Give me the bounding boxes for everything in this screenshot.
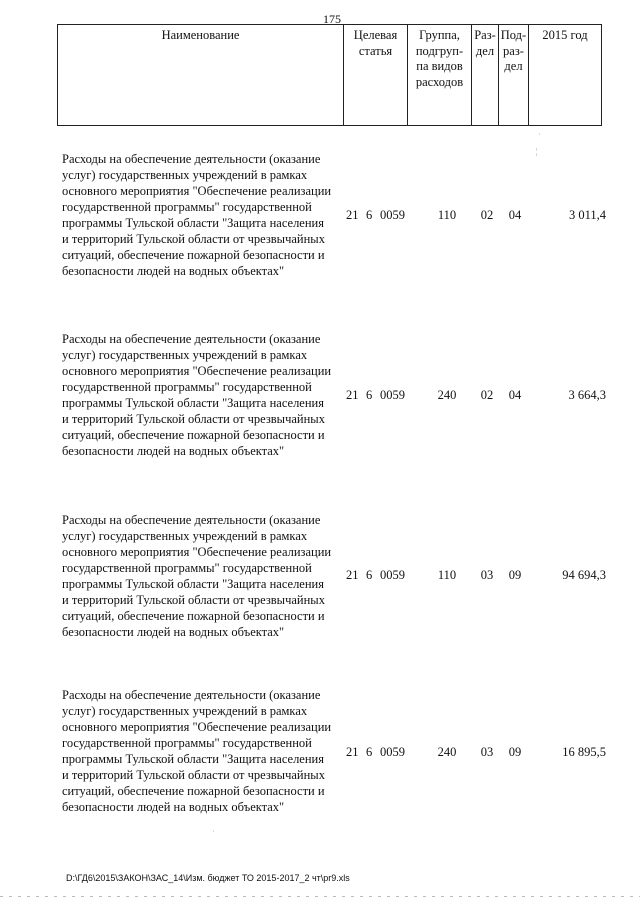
row-name-line: и территорий Тульской области от чрезвычайных [62,768,325,782]
celevaya-statya-program: 21 [346,388,359,402]
row-name-line: услуг) государственных учреждений в рамках [62,704,308,718]
table-row [0,151,640,281]
header-podrazdel-line: Под- [500,28,527,42]
razdel-code: 02 [480,208,494,222]
group-code: 240 [437,745,457,759]
celevaya-statya-program: 21 [346,568,359,582]
razdel-code: 02 [480,388,494,402]
header-celevaya-line: статья [358,43,393,58]
row-name-line: основного мероприятия "Обеспечение реализации [62,184,332,198]
row-name-line: услуг) государственных учреждений в рамках [62,529,308,543]
table-row [0,331,640,461]
row-name-line: безопасности людей на водных объектах" [62,264,285,278]
celevaya-statya-subprogram: 6 [366,745,373,759]
row-name [62,512,344,640]
row-name-line: услуг) государственных учреждений в рамках [62,168,308,182]
celevaya-statya-subprogram: 6 [366,388,373,402]
header-celevaya-line: Целевая [353,28,398,42]
celevaya-statya-code: 0059 [380,745,405,759]
group-code: 110 [437,208,457,222]
header-name-label: Наименование [161,28,240,42]
row-name-line: безопасности людей на водных объектах" [62,444,285,458]
table-row [0,687,640,817]
row-name-line: основного мероприятия "Обеспечение реализации [62,545,332,559]
row-name-line: программы Тульской области "Защита населения [62,752,324,766]
row-name-line: и территорий Тульской области от чрезвычайных [62,232,325,246]
row-name [62,331,344,459]
header-year-label: 2015 год [542,28,588,42]
header-podrazdel [499,25,529,125]
row-name-line: программы Тульской области "Защита населения [62,577,324,591]
row-name-line: ситуаций, обеспечение пожарной безопасности и [62,428,325,442]
header-gruppa-line: па видов [416,59,463,73]
row-name-line: и территорий Тульской области от чрезвычайных [62,593,325,607]
row-name-line: государственной программы" государственной [62,380,312,394]
header-gruppa-line: расходов [415,74,464,89]
row-name-line: основного мероприятия "Обеспечение реализации [62,720,332,734]
header-celevaya-statya [344,25,408,125]
podrazdel-code: 04 [508,208,522,222]
row-name-line: Расходы на обеспечение деятельности (оказание [62,332,321,346]
row-name-line: ситуаций, обеспечение пожарной безопасности и [62,248,325,262]
scan-edge-noise [0,896,640,897]
row-name-line: безопасности людей на водных объектах" [62,800,285,814]
celevaya-statya-program: 21 [346,208,359,222]
row-name-line: Расходы на обеспечение деятельности (оказание [62,152,321,166]
amount-2015: 3 011,4 [568,208,606,222]
header-year [529,25,601,125]
scan-mark: · [538,130,541,139]
group-code: 110 [437,568,457,582]
amount-2015: 94 694,3 [562,568,606,582]
celevaya-statya-code: 0059 [380,208,405,222]
podrazdel-code: 09 [508,745,522,759]
table-header [57,24,602,126]
razdel-code: 03 [480,568,494,582]
header-gruppa [408,25,472,125]
amount-2015: 16 895,5 [562,745,606,759]
podrazdel-code: 09 [508,568,522,582]
amount-2015: 3 664,3 [568,388,606,402]
header-name [58,25,344,125]
celevaya-statya-code: 0059 [380,568,405,582]
razdel-code: 03 [480,745,494,759]
row-name-line: программы Тульской области "Защита населения [62,216,324,230]
row-name [62,687,344,815]
scan-mark: · [212,827,215,836]
header-razdel-line: Раз- [474,28,496,42]
row-name-line: основного мероприятия "Обеспечение реализации [62,364,332,378]
row-name-line: государственной программы" государственной [62,561,312,575]
footer-file-path: D:\ГД6\2015\ЗАКОН\ЗАС_14\Изм. бюджет ТО 2015-2017_2 чт\pr9.xls [66,873,350,883]
row-name-line: Расходы на обеспечение деятельности (оказание [62,513,321,527]
row-name-line: ситуаций, обеспечение пожарной безопасности и [62,609,325,623]
table-row [0,512,640,642]
row-name-line: услуг) государственных учреждений в рамках [62,348,308,362]
row-name-line: и территорий Тульской области от чрезвычайных [62,412,325,426]
celevaya-statya-program: 21 [346,745,359,759]
row-name-line: государственной программы" государственной [62,200,312,214]
header-gruppa-line: подгруп- [415,43,464,58]
row-name-line: ситуаций, обеспечение пожарной безопасности и [62,784,325,798]
row-name-line: безопасности людей на водных объектах" [62,625,285,639]
row-name-line: программы Тульской области "Защита населения [62,396,324,410]
celevaya-statya-code: 0059 [380,388,405,402]
group-code: 240 [437,388,457,402]
row-name-line: государственной программы" государственной [62,736,312,750]
podrazdel-code: 04 [508,388,522,402]
header-podrazdel-line: дел [504,59,523,73]
scan-mark: ¦ [536,147,538,156]
row-name-line: Расходы на обеспечение деятельности (оказание [62,688,321,702]
header-razdel [472,25,499,125]
row-name [62,151,344,279]
celevaya-statya-subprogram: 6 [366,208,373,222]
celevaya-statya-subprogram: 6 [366,568,373,582]
header-gruppa-line: Группа, [419,28,460,42]
header-razdel-line: дел [475,43,495,58]
header-podrazdel-line: раз- [503,43,524,58]
page-number: 175 [323,12,341,26]
